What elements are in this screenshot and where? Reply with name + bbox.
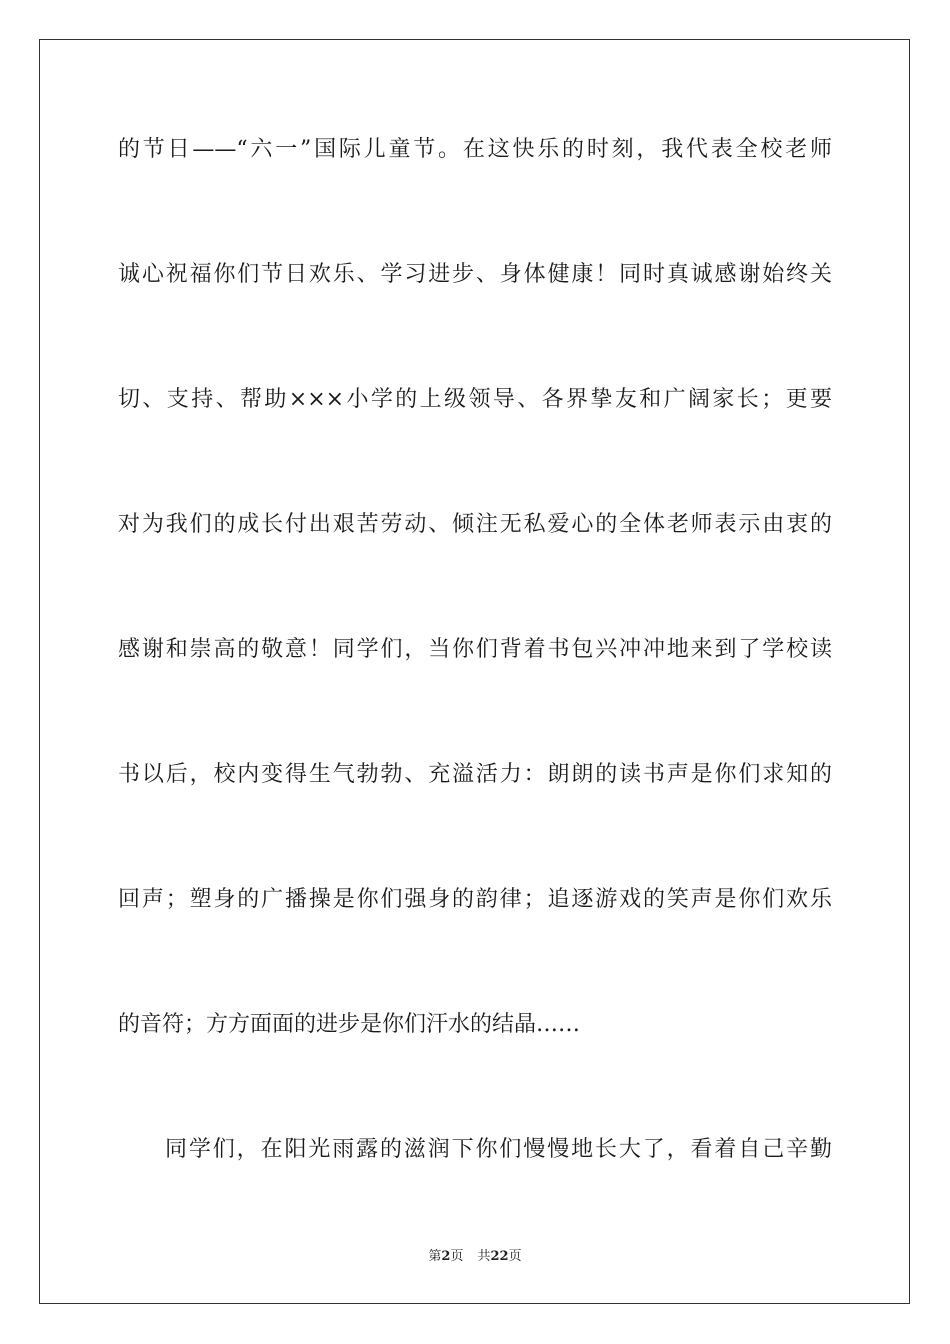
text-line-5: 感谢和崇高的敬意！同学们，当你们背着书包兴冲冲地来到了学校读 bbox=[118, 637, 832, 662]
page-current: 2 bbox=[441, 1249, 451, 1264]
page-footer bbox=[0, 1248, 950, 1266]
text-line-3: 切、支持、帮助×××小学的上级领导、各界挚友和广阔家长；更要 bbox=[118, 387, 832, 412]
text-line-8: 的音符；方方面面的进步是你们汗水的结晶…… bbox=[118, 1012, 581, 1037]
text-line-6: 书以后，校内变得生气勃勃、充溢活力：朗朗的读书声是你们求知的 bbox=[118, 762, 832, 787]
text-line-4: 对为我们的成长付出艰苦劳动、倾注无私爱心的全体老师表示由衷的 bbox=[118, 512, 832, 537]
page-border bbox=[39, 39, 910, 1304]
page-suffix: 页 bbox=[450, 1249, 464, 1264]
text-line-9: 同学们，在阳光雨露的滋润下你们慢慢地长大了，看着自己辛勤 bbox=[165, 1137, 832, 1162]
text-line-7: 回声；塑身的广播操是你们强身的韵律；追逐游戏的笑声是你们欢乐 bbox=[118, 887, 832, 912]
total-suffix: 页 bbox=[508, 1249, 522, 1264]
text-line-1: 的节日——“六一”国际儿童节。在这快乐的时刻，我代表全校老师 bbox=[118, 137, 832, 162]
text-line-2: 诚心祝福你们节日欢乐、学习进步、身体健康！同时真诚感谢始终关 bbox=[118, 262, 832, 287]
page-prefix: 第 bbox=[428, 1249, 442, 1264]
total-prefix: 共 bbox=[477, 1249, 491, 1264]
page-total: 22 bbox=[490, 1249, 509, 1264]
